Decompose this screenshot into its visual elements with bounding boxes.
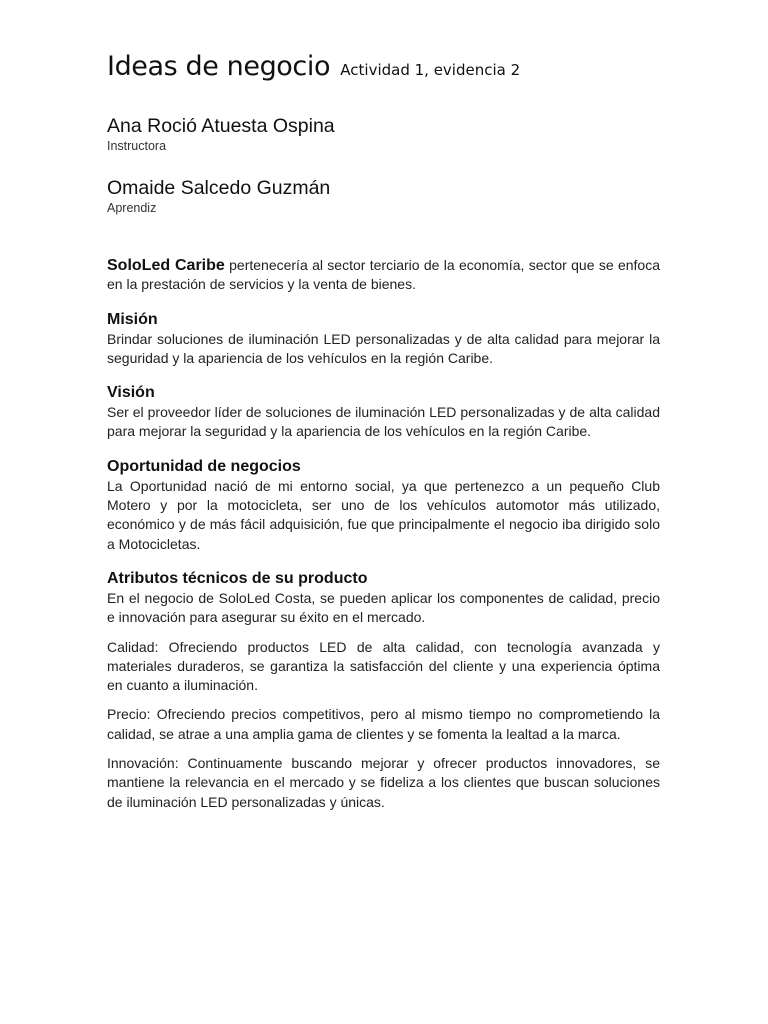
vision-heading: Visión <box>107 384 155 402</box>
innovacion-text: Innovación: Continuamente buscando mejorar y ofrecer productos innovadores, se mantiene la relevancia en el mercado y se fideliza a los clientes que buscan soluciones de iluminación LED personalizadas y únicas. <box>107 755 660 810</box>
precio-text: Precio: Ofreciendo precios competitivos, pero al mismo tiempo no comprometiendo la calidad, se atrae a una amplia gama de clientes y se fomenta la lealtad a la marca. <box>107 706 660 742</box>
document-subtitle: Actividad 1, evidencia 2 <box>340 61 521 79</box>
instructor-role: Instructora <box>107 139 167 153</box>
title-text: Ideas de negocio <box>107 51 331 82</box>
atributos-heading: Atributos técnicos de su producto <box>107 569 368 587</box>
document-page <box>107 48 660 812</box>
oportunidad-heading: Oportunidad de negocios <box>107 457 301 475</box>
calidad-text: Calidad: Ofreciendo productos LED de alta calidad, con tecnología avanzada y materiales duraderos, se garantiza la satisfacción del cliente y una experiencia óptima en cuanto a iluminación. <box>107 638 660 694</box>
intro-text: pertenecería al sector terciario de la economía, sector que se enfoca en la prestación de servicios y la venta de bienes. <box>107 257 660 293</box>
atributos-intro-text: En el negocio de SoloLed Costa, se pueden aplicar los componentes de calidad, precio e innovación para asegurar su éxito en el mercado. <box>107 589 660 626</box>
instructor-name: Ana Roció Atuesta Ospina <box>107 115 335 137</box>
student-role: Aprendiz <box>107 201 157 215</box>
student-block <box>107 176 660 217</box>
vision-section <box>107 383 660 442</box>
intro-paragraph <box>107 256 660 295</box>
mision-heading: Misión <box>107 310 158 328</box>
document-title <box>107 48 660 89</box>
mision-text: Brindar soluciones de iluminación LED personalizadas y de alta calidad para mejorar la seguridad y la apariencia de los vehículos en la región Caribe. <box>107 330 660 366</box>
oportunidad-text: La Oportunidad nació de mi entorno social, ya que pertenezco a un pequeño Club Motero y por la motocicleta, ser uno de los vehículos automotor más utilizado, económico y de más fácil adquisición, fue que principalmente el negocio iba dirigido solo a Motocicletas. <box>107 477 660 552</box>
vision-text: Ser el proveedor líder de soluciones de iluminación LED personalizadas y de alta calidad para mejorar la seguridad y la apariencia de los vehículos en la región Caribe. <box>107 404 660 440</box>
oportunidad-section <box>107 457 660 554</box>
student-name: Omaide Salcedo Guzmán <box>107 177 331 199</box>
atributos-section <box>107 569 660 812</box>
instructor-block <box>107 114 660 155</box>
mision-section <box>107 310 660 369</box>
brand-name: SoloLed Caribe <box>107 257 225 274</box>
